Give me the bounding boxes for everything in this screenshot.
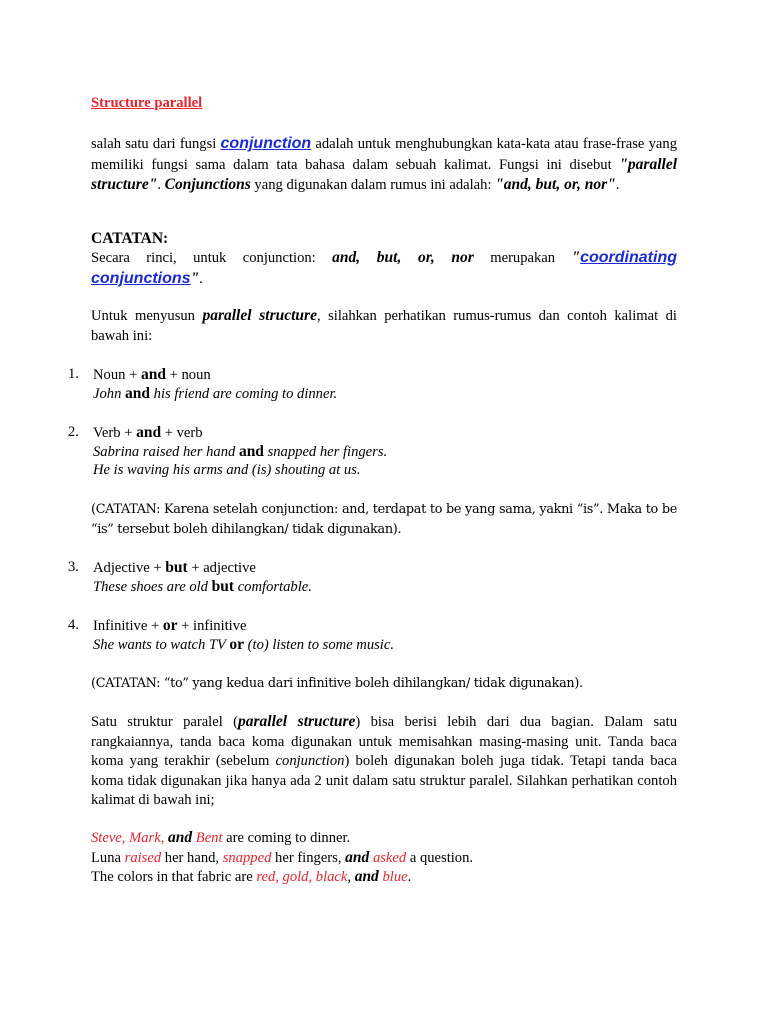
note-paragraph: (CATATAN: Karena setelah conjunction: and, terdapat to be yang sama, yakni “is”. Maka to be “is” tersebut boleh dihilangkan/ tidak digunakan). — [91, 502, 677, 537]
example-conjunction: and — [238, 443, 264, 460]
example-conjunction: and — [345, 849, 370, 866]
example-sentence — [91, 828, 677, 849]
formula-line — [93, 558, 256, 579]
red-highlight: snapped — [222, 850, 272, 866]
formula-conjunction: but — [165, 559, 188, 576]
parallel-structure-term: "parallel structure" — [91, 155, 677, 193]
quote-mark: " — [190, 269, 200, 287]
example-conjunction: and — [168, 829, 193, 846]
formula-line — [93, 616, 247, 637]
example-sentence: He is waving his arms and (is) shouting at us. — [93, 462, 361, 478]
menyusun-paragraph — [91, 306, 677, 346]
quote-mark: " — [571, 249, 581, 266]
list-number: 1. — [68, 366, 79, 382]
example-sentence — [91, 848, 677, 869]
formula-part: + verb — [161, 425, 203, 441]
red-highlight: red, gold, black — [256, 869, 348, 885]
example-part: John — [93, 386, 126, 402]
example-sentence — [93, 577, 312, 598]
formula-conjunction: and — [136, 424, 162, 441]
coordinating-conjunctions-link[interactable]: coordinating conjunctions — [91, 249, 677, 287]
example-sentence — [93, 635, 394, 656]
intro-text: . — [615, 177, 620, 193]
example-conjunction: and — [354, 868, 379, 885]
menyusun-text: Untuk menyusun — [91, 308, 203, 324]
example-conjunction: and — [125, 385, 151, 402]
example-conjunction: but — [211, 578, 235, 595]
red-highlight: asked — [372, 850, 407, 866]
formula-part: + infinitive — [177, 618, 247, 634]
conjunction-term: conjunction — [275, 753, 345, 769]
list-number: 2. — [68, 424, 79, 440]
document-title: Structure parallel — [91, 95, 203, 111]
conjunction-link[interactable]: conjunction — [220, 135, 312, 152]
formula-conjunction: or — [162, 617, 178, 634]
example-sentence — [93, 442, 387, 463]
struktur-text: ) bisa berisi lebih dari dua bagian. Dalam satu rangkaiannya, tanda baca koma digunakan untuk memisahkan masing-masing unit. Tanda baca koma yang terakhir (sebelum — [91, 714, 677, 769]
example-part: her hand, — [161, 850, 223, 866]
example-part: are coming to dinner. — [222, 830, 351, 846]
red-highlight: blue — [382, 869, 408, 885]
intro-text: . — [157, 177, 165, 193]
catatan-text: . — [199, 270, 203, 287]
example-part: , — [347, 869, 355, 885]
example-part: his friend are coming to dinner. — [150, 386, 338, 402]
example-part: Sabrina raised her hand — [93, 444, 239, 460]
note-paragraph: (CATATAN: “to” yang kedua dari infinitive boleh dihilangkan/ tidak digunakan). — [91, 676, 583, 691]
example-sentence — [91, 867, 677, 888]
struktur-text: Satu struktur paralel ( — [91, 714, 238, 730]
conjunctions-term: Conjunctions — [164, 176, 251, 193]
example-part: She wants to watch TV — [93, 637, 230, 653]
formula-part: Noun + — [93, 367, 141, 383]
conjunction-list: "and, but, or, nor" — [495, 176, 616, 193]
formula-line — [93, 423, 203, 444]
example-part: Luna — [91, 850, 125, 866]
conjunction-list: and, but, or, nor — [332, 249, 474, 266]
example-part: a question. — [406, 850, 474, 866]
formula-part: Adjective + — [93, 560, 166, 576]
example-part: . — [407, 869, 412, 885]
formula-part: Verb + — [93, 425, 137, 441]
example-part: The colors in that fabric are — [91, 869, 257, 885]
intro-text: yang digunakan dalam rumus ini adalah: — [250, 177, 496, 193]
red-highlight: Steve, Mark, — [91, 830, 168, 846]
formula-line — [93, 365, 211, 386]
example-part: her fingers, — [271, 850, 346, 866]
formula-part: + noun — [165, 367, 211, 383]
catatan-paragraph — [91, 248, 677, 289]
example-sentence — [93, 384, 337, 405]
menyusun-text: , silahkan perhatikan rumus-rumus dan contoh kalimat di bawah ini: — [91, 308, 677, 344]
list-number: 3. — [68, 559, 79, 575]
catatan-heading: CATATAN: — [91, 230, 169, 247]
parallel-structure-term: parallel structure — [202, 307, 317, 324]
intro-text: adalah untuk menghubungkan kata-kata atau frase-frase yang memiliki fungsi sama dalam tata bahasa dalam sebuah kalimat. Fungsi ini disebut — [91, 136, 677, 173]
intro-paragraph — [91, 134, 677, 196]
example-conjunction: or — [229, 636, 244, 653]
struktur-paragraph — [91, 712, 677, 811]
catatan-text: Secara rinci, untuk conjunction: — [91, 250, 333, 266]
formula-conjunction: and — [140, 366, 166, 383]
struktur-text: ) boleh digunakan boleh juga tidak. Tetapi tanda baca koma tidak digunakan jika hanya ada 2 unit dalam satu struktur paralel. Silahkan perhatikan contoh kalimat di bawah ini; — [91, 753, 677, 808]
catatan-text: merupakan — [473, 250, 572, 266]
example-part: snapped her fingers. — [263, 444, 388, 460]
example-part: comfortable. — [234, 579, 312, 595]
list-number: 4. — [68, 617, 79, 633]
parallel-structure-term: parallel structure — [238, 713, 356, 730]
intro-text: salah satu dari fungsi — [91, 136, 221, 152]
example-part: (to) listen to some music. — [244, 637, 394, 653]
formula-part: + adjective — [187, 560, 256, 576]
red-highlight: Bent — [195, 830, 223, 846]
red-highlight: raised — [124, 850, 162, 866]
example-part: These shoes are old — [93, 579, 212, 595]
formula-part: Infinitive + — [93, 618, 163, 634]
